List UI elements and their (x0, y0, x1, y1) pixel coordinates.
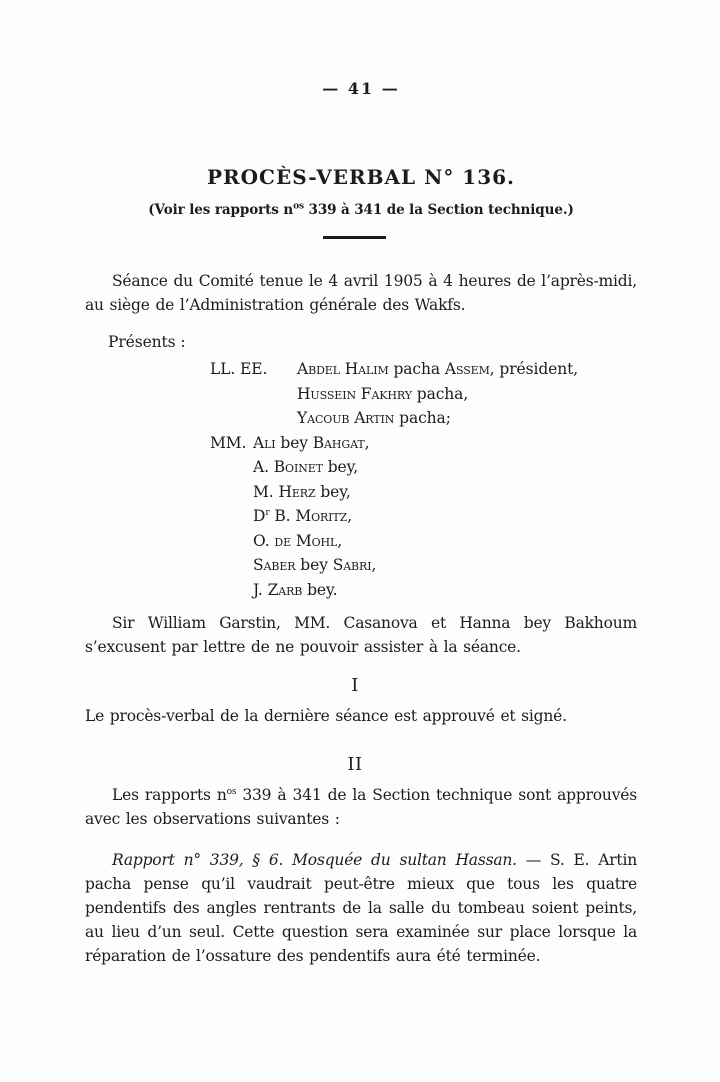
section-2-heading: II (347, 754, 363, 775)
attendees-names (253, 431, 637, 603)
attendees-list (85, 357, 637, 602)
attendees-names (297, 357, 637, 431)
attendee-line: A. Boinet bey, (253, 458, 359, 476)
attendee-line: O. de Mohl, (253, 531, 343, 550)
document-title: PROCÈS-VERBAL N° 136. (206, 165, 516, 189)
excuses-paragraph: Sir William Garstin, MM. Casanova et Hanna bey Bakhoum s’excusent par lettre de ne pouvoir assister à la séance. (85, 614, 637, 656)
attendee-line: Hussein Fakhry pacha, (297, 384, 469, 403)
attendees-group-label: LL. EE. (210, 360, 268, 378)
presents-heading: Présents : (108, 333, 186, 351)
rapport-339-paragraph: Rapport n° 339, § 6. Mosquée du sultan Hassan. — S. E. Artin pacha pense qu’il vaudrait peut-être mieux que tous les quatre pendentifs des angles rentrants de la salle du tombeau soient peints, au lieu d’un seul. Cette question sera examinée sur place lorsque la réparation de l’ossature des pendentifs aura été terminée. (85, 851, 637, 965)
section-1-text: Le procès-verbal de la dernière séance est approuvé et signé. (85, 707, 567, 725)
attendee-line: Saber bey Sabri, (253, 556, 377, 574)
attendees-group-label: MM. (210, 433, 247, 452)
document-subtitle: (Voir les rapports $n^{os}$ 339 à 341 de la Section technique.) (148, 201, 574, 218)
section-2-intro-paragraph: Les rapports $n^{os}$ 339 à 341 de la Section technique sont approuvés avec les observations suivantes : (85, 786, 637, 828)
opening-paragraph: Séance du Comité tenue le 4 avril 1905 à 4 heures de l’après-midi, au siège de l’Administration générale des Wakfs. (85, 272, 637, 314)
attendee-line: Ali bey Bahgat, (253, 433, 370, 452)
title-divider-rule (323, 236, 386, 239)
page-number: — 41 — (322, 79, 400, 98)
attendees-group-ll-ee (210, 357, 637, 431)
attendee-line: $D^r$ B. Moritz, (253, 507, 353, 525)
attendee-line: Yacoub Artin pacha; (297, 409, 451, 427)
section-1-heading: I (351, 675, 359, 696)
attendee-line: M. Herz bey, (253, 482, 351, 501)
attendee-line: J. Zarb bey. (253, 580, 338, 599)
attendees-group-mm (210, 431, 637, 603)
attendee-line: Abdel Halim pacha Assem, président, (297, 360, 579, 378)
